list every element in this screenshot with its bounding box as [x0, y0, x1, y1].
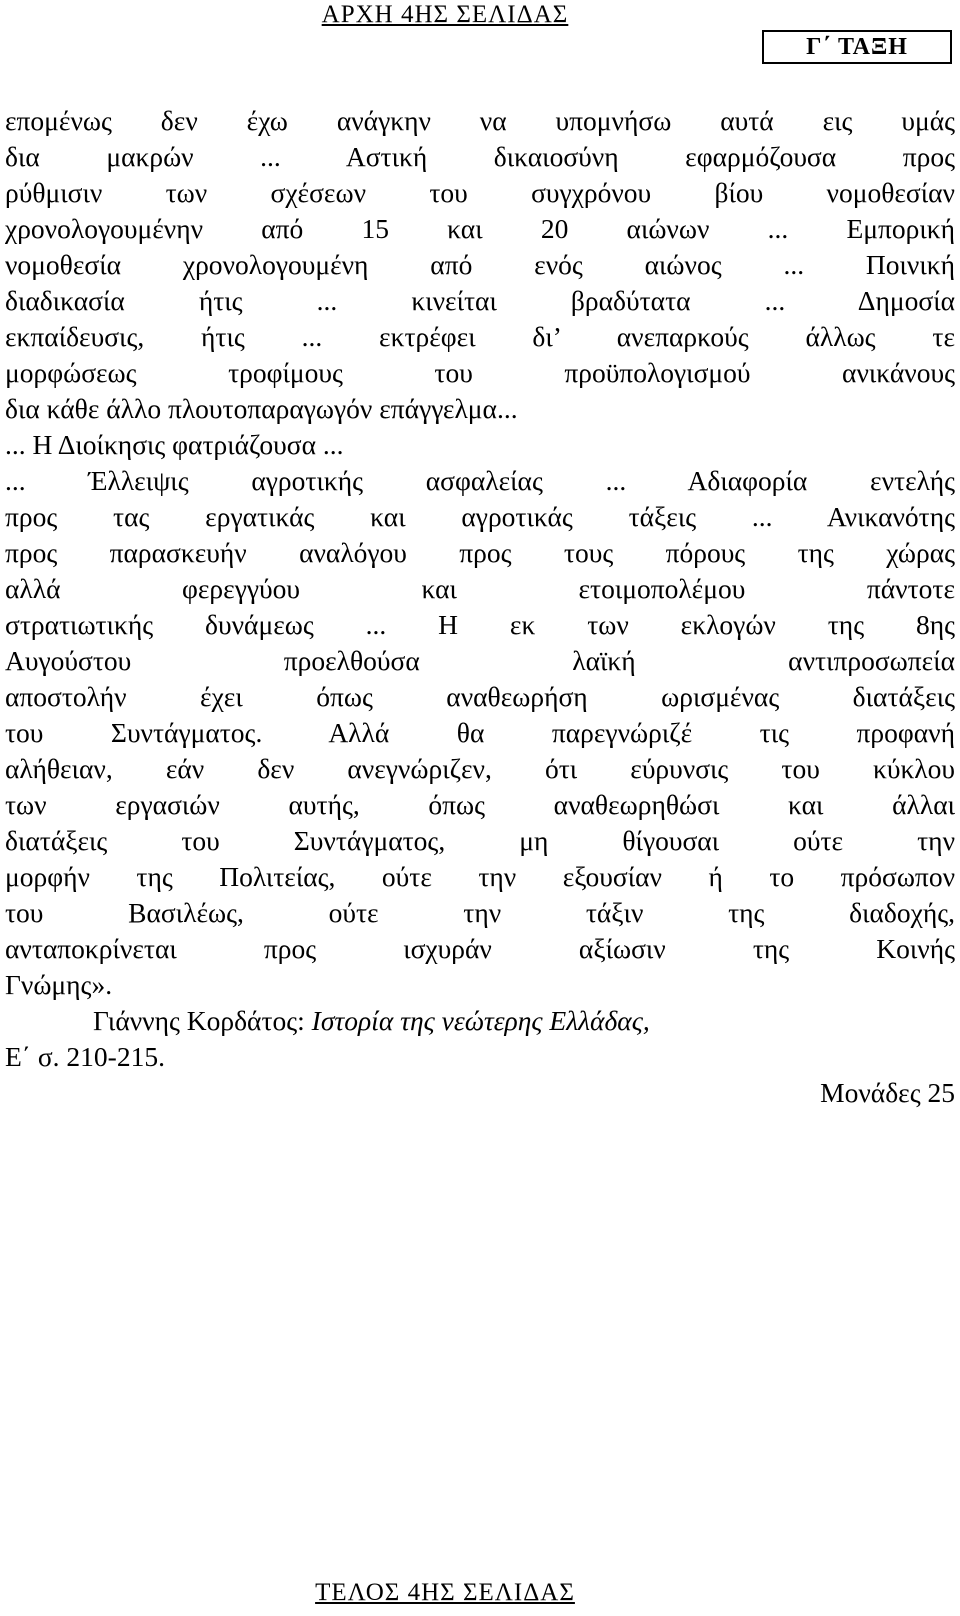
text-line: του Βασιλέως, ούτε την τάξιν της διαδοχής,	[5, 897, 955, 928]
text-line: προς παρασκευήν αναλόγου προς τους πόρους της χώρας	[5, 537, 955, 568]
document-body	[5, 103, 955, 1111]
text-line: του Συντάγματος. Αλλά θα παρεγνώριζέ τις προφανή	[5, 717, 955, 748]
text-line: Αυγούστου προελθούσα λαϊκή αντιπροσωπεία	[5, 645, 955, 676]
text-line: αλλά φερεγγύου και ετοιμοπολέμου πάντοτε	[5, 573, 955, 604]
text-line: διατάξεις του Συντάγματος, μη θίγουσαι ούτε την	[5, 825, 955, 856]
citation-line	[5, 1003, 955, 1039]
citation-pages: Ε΄ σ. 210-215.	[5, 1041, 165, 1072]
text-line: ... Έλλειψις αγροτικής ασφαλείας ... Αδιαφορία εντελής	[5, 465, 955, 496]
text-line: των εργασιών αυτής, όπως αναθεωρηθώσι και άλλαι	[5, 789, 955, 820]
text-line: διαδικασία ήτις ... κινείται βραδύτατα ... Δημοσία	[5, 285, 955, 316]
text-line: προς τας εργατικάς και αγροτικάς τάξεις ... Ανικανότης	[5, 501, 955, 532]
text-line: μορφήν της Πολιτείας, ούτε την εξουσίαν ή το πρόσωπον	[5, 861, 955, 892]
text-line: αλήθειαν, εάν δεν ανεγνώριζεν, ότι εύρυνσις του κύκλου	[5, 753, 955, 784]
text-line: χρονολογουμένην από 15 και 20 αιώνων ... Εμπορική	[5, 213, 955, 244]
text-line: στρατιωτικής δυνάμεως ... Η εκ των εκλογών της 8ης	[5, 609, 955, 640]
text-line: νομοθεσία χρονολογουμένη από ενός αιώνος ... Ποινική	[5, 249, 955, 280]
page-end-footer: ΤΕΛΟΣ 4ΗΣ ΣΕΛΙΔΑΣ	[315, 1579, 575, 1606]
marks-label: Μονάδες 25	[820, 1077, 955, 1108]
text-line: αποστολήν έχει όπως αναθεωρήση ωρισμένας διατάξεις	[5, 681, 955, 712]
text-line: ανταποκρίνεται προς ισχυράν αξίωσιν της Κοινής	[5, 933, 955, 964]
text-line: Γνώμης».	[5, 969, 113, 1000]
text-line: δια μακρών ... Αστική δικαιοσύνη εφαρμόζουσα προς	[5, 141, 955, 172]
page-start-header: ΑΡΧΗ 4ΗΣ ΣΕΛΙΔΑΣ	[321, 1, 569, 28]
citation-author: Γιάννης Κορδάτος:	[93, 1005, 312, 1036]
citation-title: Ιστορία της νεώτερης Ελλάδας,	[311, 1005, 650, 1036]
text-line: ... Η Διοίκησις φατριάζουσα ...	[5, 429, 344, 460]
text-line: εκπαίδευσις, ήτις ... εκτρέφει δι’ ανεπαρκούς άλλως τε	[5, 321, 955, 352]
text-line: μορφώσεως τροφίμους του προϋπολογισμού ανικάνους	[5, 357, 955, 388]
class-label-box: Γ΄ ΤΑΞΗ	[762, 30, 952, 64]
text-line: ρύθμισιν των σχέσεων του συγχρόνου βίου νομοθεσίαν	[5, 177, 955, 208]
text-line: επομένως δεν έχω ανάγκην να υπομνήσω αυτά εις υμάς	[5, 105, 955, 136]
text-line: δια κάθε άλλο πλουτοπαραγωγόν επάγγελμα...	[5, 393, 518, 424]
